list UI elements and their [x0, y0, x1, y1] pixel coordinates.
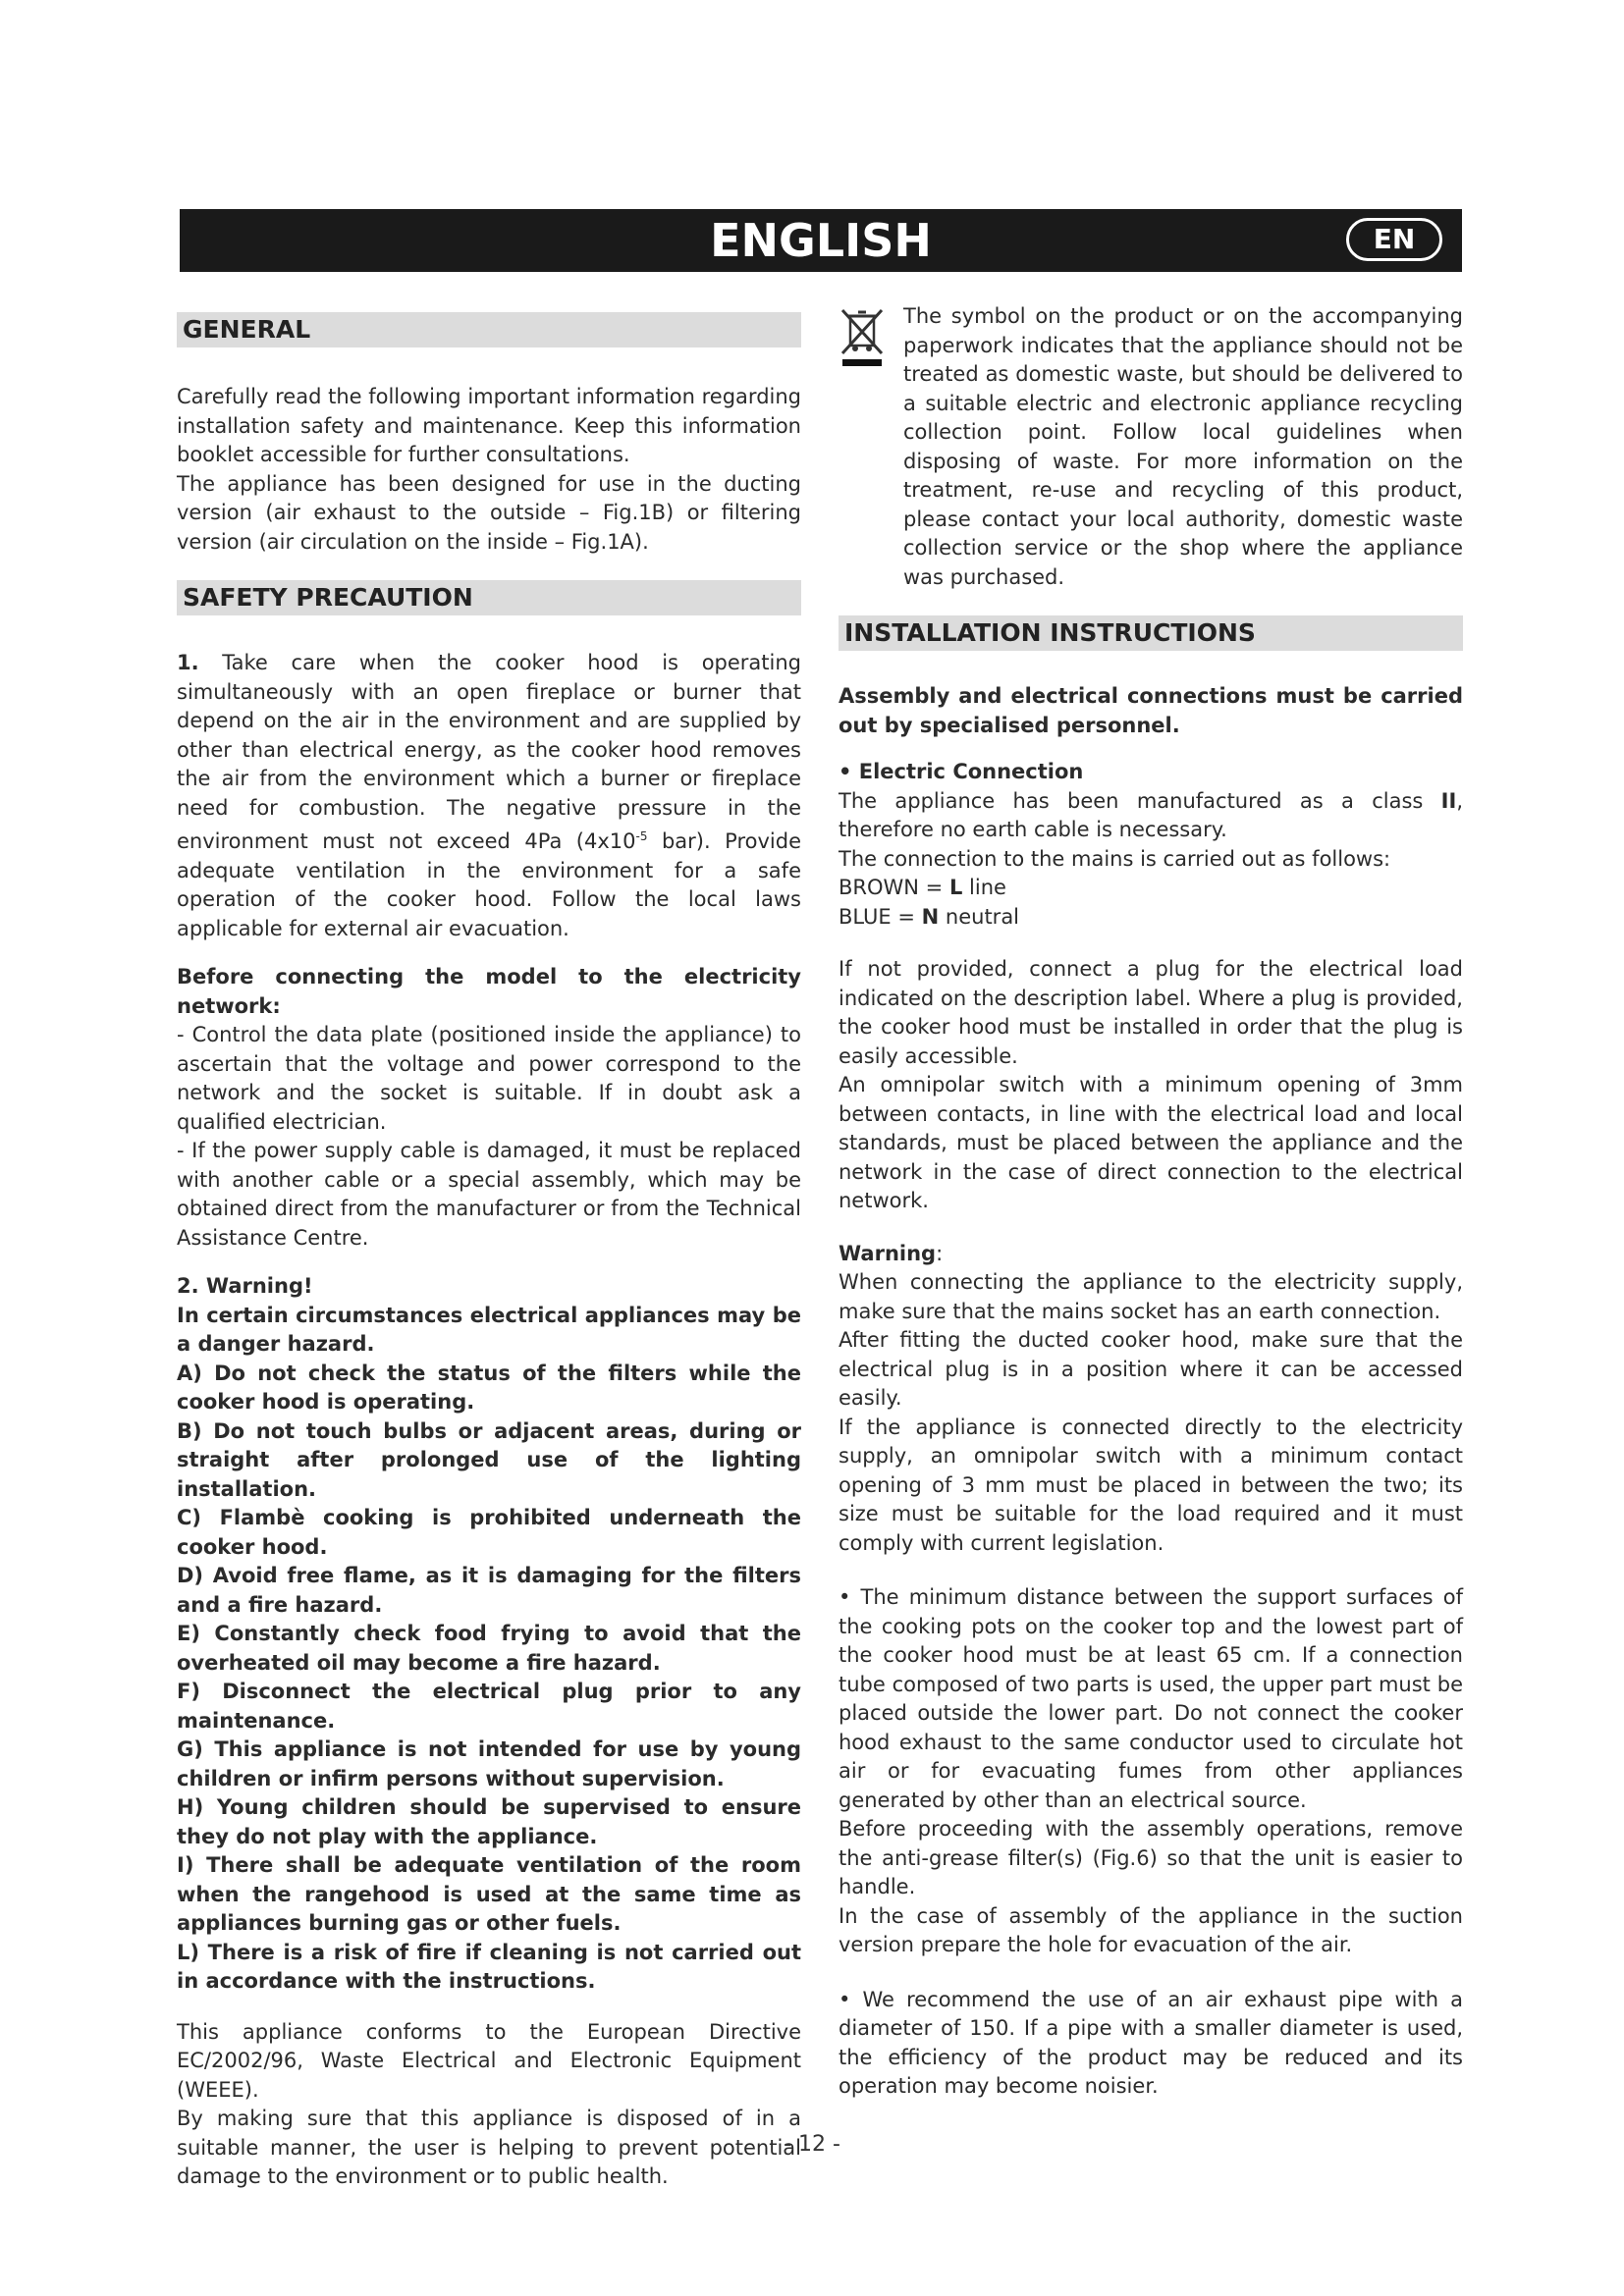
brown-desc: line [962, 876, 1006, 899]
blue-letter: N [921, 904, 940, 929]
suction-version-paragraph: In the case of assembly of the appliance in the suction version prepare the hole for evacuation of the air. [839, 1903, 1463, 1956]
installation-heading: INSTALLATION INSTRUCTIONS [839, 615, 1463, 651]
warning-item: C) Flambè cooking is prohibited underneath the cooker hood. [177, 1506, 801, 1559]
warning-item: I) There shall be adequate ventilation of the room when the rangehood is used at the same time as appliances burning gas or other fuels. [177, 1853, 801, 1935]
warning-item: E) Constantly check food frying to avoid that the overheated oil may become a fire hazard. [177, 1622, 801, 1675]
safety-item-1 [177, 649, 801, 943]
left-column [177, 312, 801, 2192]
electric-connection-heading: • Electric Connection [839, 760, 1084, 783]
weee-paragraph-1: This appliance conforms to the European Directive EC/2002/96, Waste Electrical and Electronic Equipment (WEEE). [177, 2019, 801, 2102]
brown-label: BROWN = [839, 876, 949, 899]
item-1-text-a: Take care when the cooker hood is operating simultaneously with an open fireplace or burner that depend on the air in the environment and are supplied by other than electrical energy, as the cooker hood removes the air from the environment which a burner or fireplace need for combustion. The negative pressure in the environment must not exceed 4Pa (4x10 [177, 651, 801, 853]
assembly-filters-paragraph: Before proceeding with the assembly operations, remove the anti-grease filter(s) (Fig.6) so that the unit is easier to handle. [839, 1817, 1463, 1898]
item-number: 1. [177, 651, 199, 674]
warning-heading: 2. Warning! [177, 1274, 313, 1298]
language-banner [180, 209, 1462, 272]
crossed-out-bin-icon [839, 306, 888, 367]
blue-desc: neutral [939, 904, 1020, 929]
warning-item: A) Do not check the status of the filters while the cooker hood is operating. [177, 1361, 801, 1414]
warning-label-line [839, 1240, 1463, 1269]
before-connecting-heading: Before connecting the model to the electricity network: [177, 965, 801, 1018]
plug-paragraph-1: If not provided, connect a plug for the electrical load indicated on the description label. Where a plug is provided, the cooker hood must be installed in order that the plug is easily accessible. [839, 957, 1463, 1068]
right-column [839, 302, 1463, 2102]
warning-paragraph-3: If the appliance is connected directly to the electricity supply, an omnipolar switch with a minimum contact opening of 3 mm must be placed in between the two; its size must be suitable for the load required and it must comply with current legislation. [839, 1415, 1463, 1555]
warning-label: Warning [839, 1241, 937, 1265]
warning-item: F) Disconnect the electrical plug prior to any maintenance. [177, 1680, 801, 1733]
exhaust-pipe-paragraph: • We recommend the use of an air exhaust pipe with a diameter of 150. If a pipe with a smaller diameter is used, the efficiency of the product may be reduced and its operation may become noisier. [839, 1987, 1463, 2098]
general-paragraph-1: Carefully read the following important information regarding installation safety and maintenance. Keep this information booklet accessible for further consultations. [177, 385, 801, 466]
warning-paragraph-2: After fitting the ducted cooker hood, make sure that the electrical plug is in a position where it can be accessed easily. [839, 1328, 1463, 1410]
safety-heading: SAFETY PRECAUTION [177, 580, 801, 615]
weee-paragraph-2: By making sure that this appliance is disposed of in a suitable manner, the user is helping to prevent potential damage to the environment or to public health. [177, 2107, 801, 2188]
class-text-a: The appliance has been manufactured as a class [839, 788, 1441, 813]
minimum-distance-paragraph: • The minimum distance between the support surfaces of the cooking pots on the cooker top and the lowest part of the cooker hood must be at least 65 cm. If a connection tube composed of two parts is used, the upper part must be placed outside the lower part. Do not connect the cooker hood exhaust to the same conductor used to circulate hot air or for evacuating fumes from other appliances generated by other than an electrical source. [839, 1585, 1463, 1812]
brown-wire-line [839, 874, 1463, 903]
banner-title: ENGLISH [710, 214, 932, 267]
assembly-note: Assembly and electrical connections must be carried out by specialised personnel. [839, 684, 1463, 737]
warning-item: L) There is a risk of fire if cleaning is not carried out in accordance with the instructions. [177, 1940, 801, 1993]
weee-symbol-text: The symbol on the product or on the accompanying paperwork indicates that the appliance should not be treated as domestic waste, but should be delivered to a suitable electric and electronic appliance recycling collection point. Follow local guidelines when disposing of waste. For more information on the treatment, re-use and recycling of this product, please contact your local authority, domestic waste collection service or the shop where the appliance was purchased. [903, 304, 1463, 589]
electric-class-paragraph [839, 787, 1463, 845]
general-paragraph-2: The appliance has been designed for use in the ducting version (air exhaust to the outside – Fig.1B) or filtering version (air circulation on the inside – Fig.1A). [177, 471, 801, 554]
plug-paragraph-2: An omnipolar switch with a minimum opening of 3mm between contacts, in line with the electrical load and local standards, must be placed between the appliance and the network in the case of direct connection to the electrical network. [839, 1073, 1463, 1212]
warning-paragraph-1: When connecting the appliance to the electricity supply, make sure that the mains socket has an earth connection. [839, 1270, 1463, 1323]
class-value: II [1440, 788, 1457, 813]
blue-label: BLUE = [839, 904, 922, 929]
exponent: -5 [635, 829, 648, 843]
brown-letter: L [948, 876, 963, 899]
weee-symbol-block [839, 302, 1463, 592]
page-number: - 12 - [784, 2132, 840, 2157]
language-badge: EN [1346, 218, 1442, 261]
blue-wire-line [839, 903, 1463, 933]
warning-item: In certain circumstances electrical appliances may be a danger hazard. [177, 1303, 801, 1356]
item-1-text-b: bar). Provide adequate ventilation in the environment for a safe operation of the cooker hood. Follow the local laws applicable for external air evacuation. [177, 829, 801, 940]
general-heading: GENERAL [177, 312, 801, 347]
mains-connection-paragraph: The connection to the mains is carried out as follows: [839, 846, 1391, 871]
warning-item: D) Avoid free flame, as it is damaging for the filters and a fire hazard. [177, 1564, 801, 1617]
warning-colon: : [936, 1241, 944, 1265]
warning-item: B) Do not touch bulbs or adjacent areas, during or straight after prolonged use of the lighting installation. [177, 1418, 801, 1501]
warning-item: H) Young children should be supervised to ensure they do not play with the appliance. [177, 1795, 801, 1848]
class-text-b: , therefore no earth cable is necessary. [839, 788, 1463, 841]
warning-item: G) This appliance is not intended for use by young children or infirm persons without supervision. [177, 1737, 801, 1790]
before-paragraph-1: - Control the data plate (positioned inside the appliance) to ascertain that the voltage and power correspond to the network and the socket is suitable. If in doubt ask a qualified electrician. [177, 1023, 801, 1134]
before-paragraph-2: - If the power supply cable is damaged, it must be replaced with another cable or a special assembly, which may be obtained direct from the manufacturer or from the Technical Assistance Centre. [177, 1139, 801, 1250]
